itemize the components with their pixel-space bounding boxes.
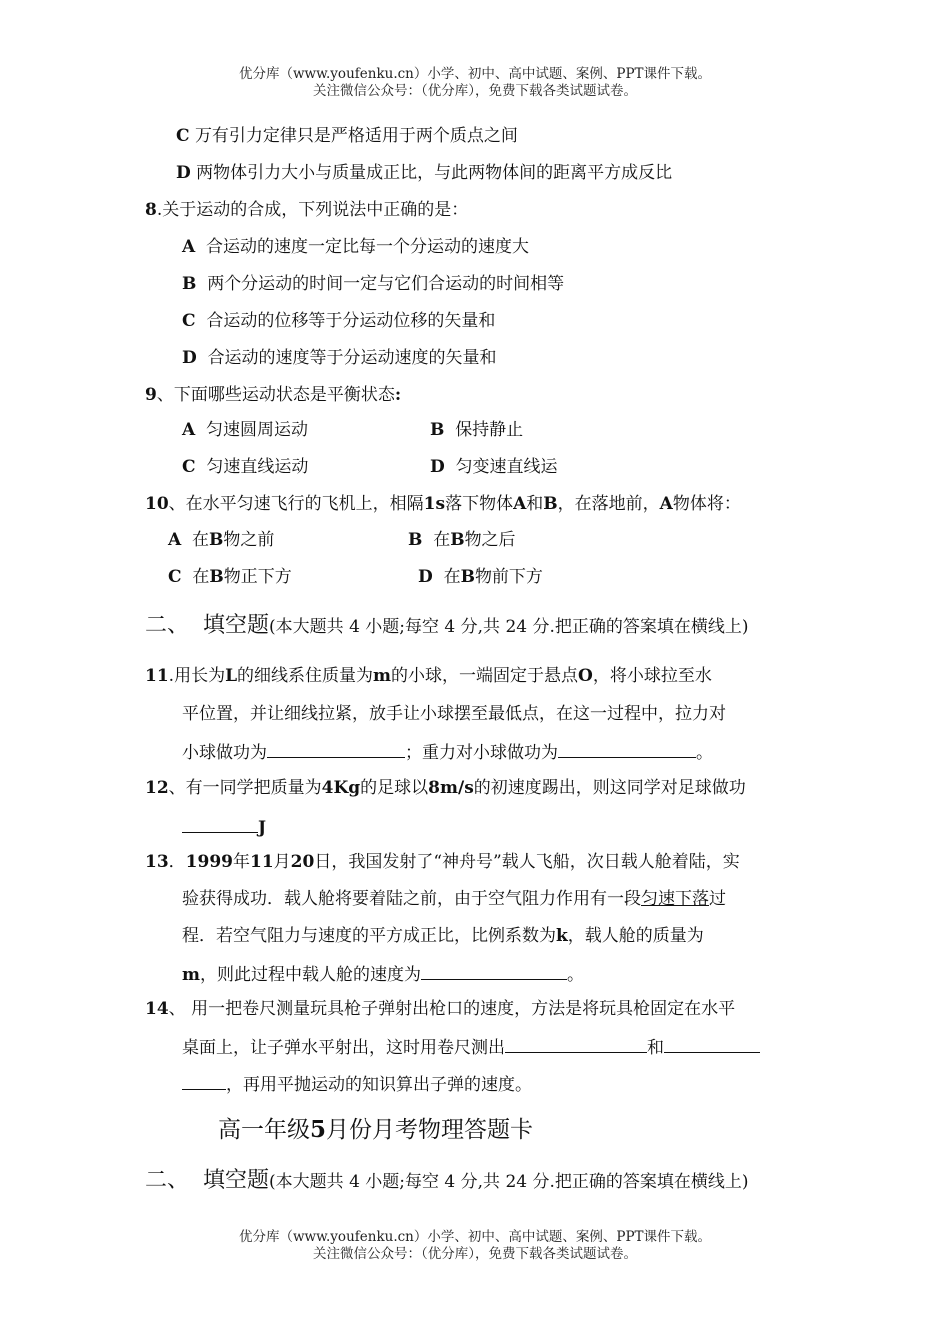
section-2b-heading: 二、 填空题(本大题共 4 小题;每空 4 分,共 24 分.把正确的答案填在横线上) xyxy=(145,1168,749,1193)
section-2-heading: 二、 填空题(本大题共 4 小题;每空 4 分,共 24 分.把正确的答案填在横线上) xyxy=(145,613,749,638)
q14-blank-measure-1[interactable] xyxy=(505,1035,647,1053)
q11-line-2: 平位置，并让细线拉紧，放手让小球摆至最低点，在这一过程中，拉力对 xyxy=(182,704,726,724)
q9-option-d: D 匀变速直线运 xyxy=(430,457,558,477)
q9-option-b: B 保持静止 xyxy=(430,420,524,440)
q14-line-3: ，再用平抛运动的知识算出子弹的速度。 xyxy=(182,1072,532,1096)
q13-line-3: 程．若空气阻力与速度的平方成正比，比例系数为k，载人舱的质量为 xyxy=(182,926,704,946)
q13-blank-velocity[interactable] xyxy=(421,962,567,980)
q14-line-2: 桌面上，让子弹水平射出，这时用卷尺测出 和 xyxy=(182,1035,760,1059)
q12-line-1: 12、有一同学把质量为4Kg的足球以8m/s的初速度踢出，则这同学对足球做功 xyxy=(145,778,746,798)
page-header xyxy=(0,66,950,100)
q11-blank-tension-work[interactable] xyxy=(267,740,405,758)
header-line-1: 优分库（www.youfenku.cn）小学、初中、高中试题、案例、PPT课件下载。 xyxy=(238,66,712,82)
footer-line-1: 优分库（www.youfenku.cn）小学、初中、高中试题、案例、PPT课件下载。 xyxy=(238,1229,712,1245)
page-footer xyxy=(0,1229,950,1263)
q8-option-c: C 合运动的位移等于分运动位移的矢量和 xyxy=(182,311,496,331)
q12-line-2: J xyxy=(182,815,266,839)
q10-option-c: C 在B物正下方 xyxy=(168,567,292,587)
q9-option-a: A 匀速圆周运动 xyxy=(182,420,309,440)
q14-blank-measure-2-cont[interactable] xyxy=(182,1072,226,1090)
q10-option-a: A 在B物之前 xyxy=(168,530,275,550)
q7-option-d: D 两物体引力大小与质量成正比，与此两物体间的距离平方成反比 xyxy=(176,163,673,183)
q12-blank-work[interactable] xyxy=(182,815,258,833)
q9-option-c: C 匀速直线运动 xyxy=(182,457,309,477)
q10-stem: 10、在水平匀速飞行的飞机上，相隔1s落下物体A和B，在落地前，A物体将： xyxy=(145,494,741,514)
q8-option-a: A 合运动的速度一定比每一个分运动的速度大 xyxy=(182,237,530,257)
q8-stem: 8.关于运动的合成，下列说法中正确的是： xyxy=(145,200,469,220)
q11-line-3: 小球做功为 ；重力对小球做功为 。 xyxy=(182,740,713,764)
answer-card-title: 高一年级5月份月考物理答题卡 xyxy=(218,1116,534,1143)
q10-option-d: D 在B物前下方 xyxy=(418,567,543,587)
q14-line-1: 14、 用一把卷尺测量玩具枪子弹射出枪口的速度，方法是将玩具枪固定在水平 xyxy=(145,999,736,1019)
q13-line-2: 验获得成功．载人舱将要着陆之前，由于空气阻力作用有一段匀速下落过 xyxy=(182,889,726,909)
q13-line-1: 13．1999年11月20日，我国发射了“神舟号”载人飞船，次日载人舱着陆，实 xyxy=(145,852,740,872)
q9-stem: 9、下面哪些运动状态是平衡状态: xyxy=(145,385,402,405)
q7-option-c: C 万有引力定律只是严格适用于两个质点之间 xyxy=(176,126,518,146)
footer-line-2: 关注微信公众号：（优分库），免费下载各类试题试卷。 xyxy=(313,1246,637,1262)
q8-option-b: B 两个分运动的时间一定与它们合运动的时间相等 xyxy=(182,274,565,294)
q8-option-d: D 合运动的速度等于分运动速度的矢量和 xyxy=(182,348,497,368)
q13-line-4: m，则此过程中载人舱的速度为 。 xyxy=(182,962,584,986)
q10-option-b: B 在B物之后 xyxy=(408,530,516,550)
q14-blank-measure-2[interactable] xyxy=(664,1035,760,1053)
header-line-2: 关注微信公众号：（优分库），免费下载各类试题试卷。 xyxy=(313,83,637,99)
q11-line-1: 11.用长为L的细线系住质量为m的小球，一端固定于悬点O，将小球拉至水 xyxy=(145,666,712,686)
q11-blank-gravity-work[interactable] xyxy=(558,740,696,758)
